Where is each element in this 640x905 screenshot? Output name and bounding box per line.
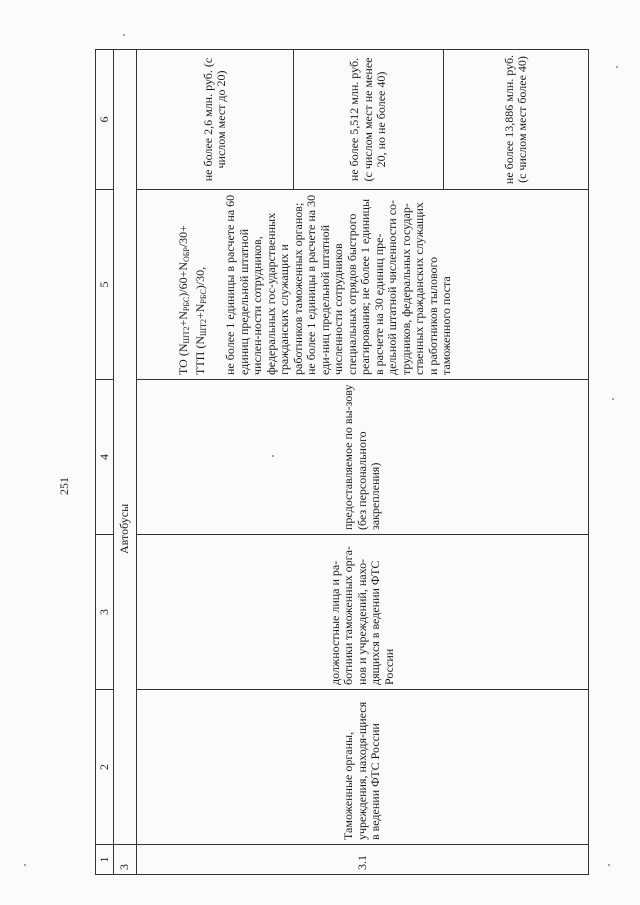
column-number: 1 [96,845,114,875]
personnel-category-cell: должностные лица и ра-ботники таможенных орга-нов и учреждений, нахо-дящихся в ведении ФТС России [137,535,589,690]
quantity-norm-cell [137,190,589,380]
rotated-table-page [57,50,590,875]
organization-cell: Таможенные органы, учреждения, находя-щиеся в ведении ФТС России [137,690,589,845]
scan-speck [272,455,274,457]
column-number: 4 [96,380,114,535]
scan-speck [123,34,125,36]
scan-speck [612,398,614,400]
column-number: 3 [96,535,114,690]
provision-type-cell: предоставляемое по вы-зову (без персонального закрепления) [137,380,589,535]
column-number-row [96,50,114,875]
price-cell-over-40: не более 13,886 млн. руб. (с числом мест более 40) [444,50,589,190]
price-cell-20-to-40: не более 5,512 млн. руб. (с числом мест не менее 20, но не более 40) [294,50,444,190]
formula-to: ТО $(N_{ШТ2}+N_{РБС})/60+N_{ОБР}/30+$ [176,225,191,375]
section-row [114,50,137,875]
scan-speck [608,864,610,866]
section-number: 3 [114,845,137,875]
quantity-norm-text: не более 1 единицы в расчете на 60 единиц предельной штатной числен-ности сотрудников, федеральных гос-ударственных гражданских служащих и работников таможенных органов; не более 1 единицы в расчете на 30 еди-ниц предельной штатной численности сотрудников специальных отрядов быстрого реагирования; не более 1 единицы в расчете на 30 единиц пре-дельной штатной численности со-трудников, федеральных государ-ственных гражданских служащих и работников тылового таможенного поста [223,194,453,375]
column-number: 2 [96,690,114,845]
row-number: 3.1 [137,845,589,875]
price-cell-up-to-20: не более 2,6 млн. руб. (с числом мест до 20) [137,50,294,190]
scan-speck [616,66,618,68]
formula-ttp: ТТП $(N_{ШТ2}+N_{РБС})/30$, [192,266,208,375]
table-row [137,50,294,875]
column-number: 5 [96,190,114,380]
vehicle-norms-table [95,49,589,875]
page-number: 251 [57,477,71,495]
column-number: 6 [96,50,114,190]
section-title: Автобусы [114,50,137,845]
scan-speck [24,864,26,866]
